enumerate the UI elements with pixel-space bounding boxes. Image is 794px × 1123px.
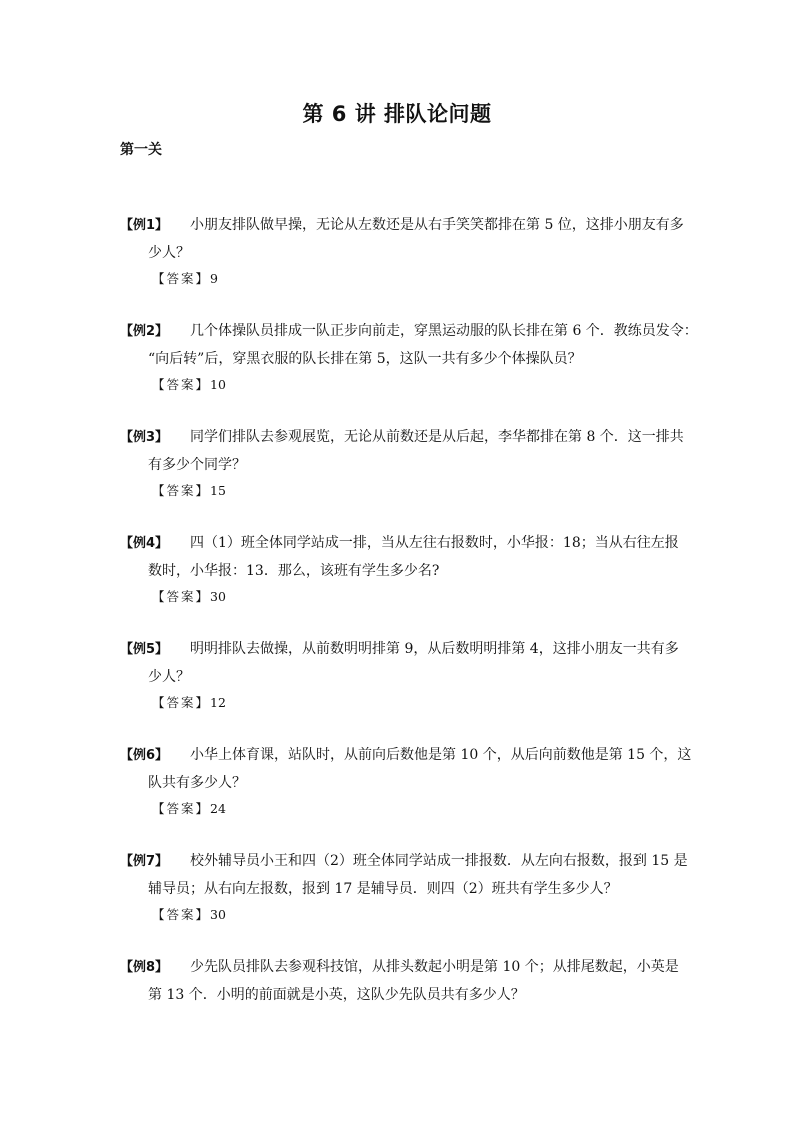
problem-label: 【例5】 [120, 642, 169, 657]
problem-text: 少先队员排队去参观科技馆，从排头数起小明是第 10 个；从排尾数起，小英是 [190, 959, 679, 975]
problem-line-1 [120, 529, 679, 558]
answer-value: 24 [210, 801, 226, 816]
answer-line [152, 905, 226, 925]
answer-line [152, 693, 226, 713]
answer-label: 【答案】 [152, 377, 211, 392]
problem-text: 明明排队去做操，从前数明明排第 9，从后数明明排第 4，这排小朋友一共有多 [190, 641, 679, 657]
problem-line-2: 少人？ [148, 245, 190, 261]
problem-line-1 [120, 847, 688, 876]
problem-8 [120, 953, 679, 1059]
problem-line-2: 队共有多少人？ [148, 775, 246, 791]
problem-4 [120, 529, 679, 635]
problem-label: 【例4】 [120, 536, 169, 551]
page-title: 第 6 讲 排队论问题 [302, 102, 492, 126]
problem-5 [120, 635, 679, 741]
problem-line-2: 少人？ [148, 669, 190, 685]
answer-value: 10 [210, 377, 226, 392]
problem-text: 四（1）班全体同学站成一排，当从左往右报数时，小华报：18；当从右往左报 [190, 535, 679, 551]
answer-value: 9 [210, 271, 218, 286]
problem-text: 小朋友排队做早操，无论从左数还是从右手笑笑都排在第 5 位，这排小朋友有多 [190, 217, 684, 233]
problem-label: 【例6】 [120, 748, 169, 763]
answer-label: 【答案】 [152, 801, 211, 816]
answer-label: 【答案】 [152, 483, 211, 498]
problem-text: 校外辅导员小王和四（2）班全体同学站成一排报数．从左向右报数，报到 15 是 [190, 853, 688, 869]
problem-2 [120, 317, 698, 423]
problem-text: 同学们排队去参观展览，无论从前数还是从后起，李华都排在第 8 个．这一排共 [190, 429, 684, 445]
problem-list [120, 211, 698, 1059]
problem-label: 【例1】 [120, 218, 169, 233]
problem-text: 几个体操队员排成一队正步向前走，穿黑运动服的队长排在第 6 个．教练员发令： [190, 323, 698, 339]
problem-line-2: “向后转”后，穿黑衣服的队长排在第 5，这队一共有多少个体操队员？ [148, 351, 582, 367]
answer-value: 12 [210, 695, 226, 710]
problem-line-2: 辅导员；从右向左报数，报到 17 是辅导员．则四（2）班共有学生多少人？ [148, 881, 618, 897]
answer-label: 【答案】 [152, 271, 211, 286]
answer-line [152, 799, 226, 819]
problem-1 [120, 211, 684, 317]
problem-text: 小华上体育课，站队时，从前向后数他是第 10 个，从后向前数他是第 15 个，这 [190, 747, 692, 763]
problem-7 [120, 847, 688, 953]
answer-value: 15 [210, 483, 226, 498]
problem-label: 【例8】 [120, 960, 169, 975]
answer-line [152, 587, 226, 607]
problem-label: 【例7】 [120, 854, 169, 869]
problem-label: 【例3】 [120, 430, 169, 445]
answer-label: 【答案】 [152, 589, 211, 604]
problem-line-2: 数时，小华报：13．那么，该班有学生多少名? [148, 563, 440, 579]
answer-value: 30 [210, 907, 226, 922]
answer-value: 30 [210, 589, 226, 604]
problem-line-1 [120, 423, 684, 452]
problem-line-1 [120, 953, 679, 982]
problem-line-1 [120, 211, 684, 240]
problem-3 [120, 423, 684, 529]
answer-label: 【答案】 [152, 907, 211, 922]
problem-line-2: 第 13 个．小明的前面就是小英，这队少先队员共有多少人？ [148, 987, 525, 1003]
answer-line [152, 269, 218, 289]
answer-line [152, 375, 226, 395]
answer-label: 【答案】 [152, 695, 211, 710]
problem-line-2: 有多少个同学？ [148, 457, 246, 473]
problem-label: 【例2】 [120, 324, 169, 339]
problem-6 [120, 741, 692, 847]
problem-line-1 [120, 635, 679, 664]
problem-line-1 [120, 317, 698, 346]
answer-line [152, 481, 226, 501]
section-title: 第一关 [120, 142, 162, 158]
problem-line-1 [120, 741, 692, 770]
